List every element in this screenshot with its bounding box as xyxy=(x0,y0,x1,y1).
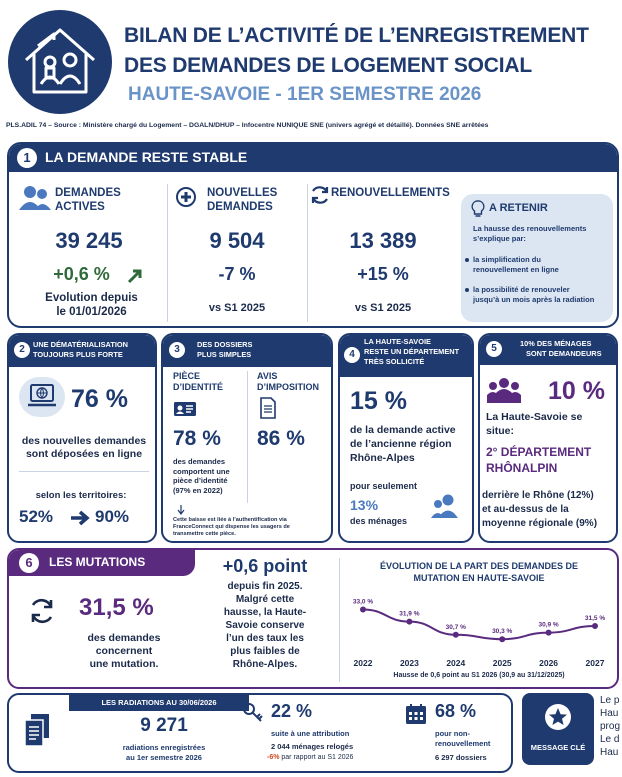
section-header-bar xyxy=(9,550,195,576)
section-demande xyxy=(7,142,619,328)
header-title-line1: BILAN DE L’ACTIVITÉ DE L’ENREGISTREMENT xyxy=(124,24,589,47)
key-hand-icon xyxy=(241,701,267,725)
data-label: 30,9 % xyxy=(538,621,559,629)
plus-circle-icon xyxy=(175,186,197,208)
point-text-line: l’un des taux les xyxy=(226,633,304,644)
section-title-line1: DES DOSSIERS xyxy=(197,340,253,349)
data-label: 30,3 % xyxy=(492,628,513,636)
piece-identite-text-line: (97% en 2022) xyxy=(173,485,223,495)
retenir-bullet1-line1: la simplification du xyxy=(473,255,541,264)
mutation-text-line: une mutation. xyxy=(89,658,159,670)
mutation-text-line: des demandes xyxy=(87,632,161,644)
online-text-line2: sont déposées en ligne xyxy=(25,448,143,460)
data-label: 33,0 % xyxy=(352,598,374,606)
nouvelles-demandes-label-line1: NOUVELLES xyxy=(207,187,278,199)
section-header-bar xyxy=(340,335,472,377)
attribution-share-value: 22 % xyxy=(271,701,313,721)
section-header-bar xyxy=(9,335,155,367)
section-title: LA DEMANDE RESTE STABLE xyxy=(45,149,248,165)
section-header-bar xyxy=(480,335,616,365)
situation-line2: situe: xyxy=(486,425,515,437)
attribution-delta-value: -6% xyxy=(267,754,280,761)
section-title-line1: 10% DES MÉNAGES xyxy=(520,339,592,348)
comparison-text xyxy=(482,489,618,531)
retenir-intro-line2: s’explique par: xyxy=(473,234,526,243)
point-text-line: Malgré cette xyxy=(235,594,295,605)
section-title-line2: SONT DEMANDEURS xyxy=(526,349,602,358)
message-text-line: Le p xyxy=(600,695,620,706)
arrow-right-icon xyxy=(70,510,92,526)
non-renouvellement-text-line1: pour non- xyxy=(435,729,470,738)
demande-share-text-line: de l’ancienne région xyxy=(350,438,452,450)
radiations-header-bar xyxy=(69,695,249,711)
demandes-actives-label-line1: DEMANDES xyxy=(55,187,121,199)
data-point xyxy=(499,636,505,642)
data-point xyxy=(406,619,412,625)
arrow-up-right-icon xyxy=(127,268,143,284)
footnote-line: FranceConnect qui dispense les usagers de xyxy=(173,524,290,531)
chart-note: Hausse de 0,6 point au S1 2026 (30,9 au 31/12/2025) xyxy=(393,672,565,679)
section-title-line3: TRÈS SOLLICITÉ xyxy=(364,357,425,366)
logo-houses xyxy=(8,10,112,114)
radiations-title: LES RADIATIONS AU 30/06/2026 xyxy=(101,698,217,707)
comparison-line: derrière le Rhône (12%) xyxy=(482,490,594,501)
nouvelles-demandes-value: 9 504 xyxy=(209,228,265,253)
menages-demandeurs-value: 10 % xyxy=(548,377,605,405)
piece-identite-value: 78 % xyxy=(173,427,221,450)
divider xyxy=(19,471,149,472)
footnote-line: Cette baisse est liée à l’authentification via xyxy=(173,517,287,523)
x-tick-label: 2025 xyxy=(492,658,512,668)
territory-max: 90% xyxy=(95,507,130,526)
data-label: 30,7 % xyxy=(445,623,466,631)
section-header-bar xyxy=(163,335,331,367)
menages-label: des ménages xyxy=(350,516,408,526)
point-text-line: Rhône-Alpes. xyxy=(232,659,298,670)
retenir-intro-line1: La hausse des renouvellements xyxy=(473,224,587,233)
avis-imposition-label-line2: D’IMPOSITION xyxy=(257,382,320,392)
data-point xyxy=(546,630,552,636)
renouvellements-label: RENOUVELLEMENTS xyxy=(331,187,450,199)
data-point xyxy=(453,632,459,638)
laptop-globe-icon xyxy=(27,383,57,411)
data-point xyxy=(592,623,598,629)
retenir-bullet2-line2: jusqu’à un mois après la radiation xyxy=(473,295,595,304)
section-title: LES MUTATIONS xyxy=(49,555,146,569)
attribution-delta-text: par rapport au S1 2026 xyxy=(279,754,354,761)
rank-line1: 2° DÉPARTEMENT xyxy=(486,445,592,459)
header-subtitle: HAUTE-SAVOIE - 1ER SEMESTRE 2026 xyxy=(128,84,482,105)
attribution-relogés: 2 044 ménages relogés xyxy=(271,742,354,751)
data-label: 31,9 % xyxy=(399,610,420,618)
section-radiations xyxy=(7,693,513,773)
message-text-line: Hau xyxy=(600,708,619,719)
section-number: 3 xyxy=(169,342,185,358)
point-panel xyxy=(195,550,335,689)
radiations-text-line1: radiations enregistrées xyxy=(122,743,206,752)
star-badge-icon xyxy=(544,703,572,731)
point-text xyxy=(195,580,335,671)
piece-identite-text xyxy=(173,457,247,495)
section-number: 5 xyxy=(486,341,502,357)
demandes-actives-label-line2: ACTIVES xyxy=(55,201,105,213)
comparison-line: et au-dessus de la xyxy=(482,504,569,515)
footnote-line: transmettre cette pièce. xyxy=(173,531,236,538)
chart-title xyxy=(343,560,615,584)
non-renouvellement-dossiers: 6 297 dossiers xyxy=(435,753,487,762)
section-title-line2: TOUJOURS PLUS FORTE xyxy=(33,350,123,359)
id-card-icon xyxy=(173,401,197,417)
piece-identite-label-line1: PIÈCE xyxy=(173,371,201,381)
demande-share-text-line: Rhône-Alpes xyxy=(350,452,415,464)
header-title-line2: DES DEMANDES DE LOGEMENT SOCIAL xyxy=(124,54,532,77)
x-tick-label: 2026 xyxy=(539,658,559,668)
piece-identite-text-line: pièce d’identité xyxy=(173,476,228,485)
section-mutations xyxy=(7,548,619,689)
mutation-text xyxy=(69,632,179,671)
divider xyxy=(339,558,340,682)
divider xyxy=(307,184,308,322)
online-share-value: 76 % xyxy=(71,385,128,413)
radiations-text-line2: au 1er semestre 2026 xyxy=(126,753,202,762)
calendar-icon xyxy=(405,703,427,725)
renouvellements-value: 13 389 xyxy=(349,228,417,253)
arrow-down-icon xyxy=(177,505,185,515)
avis-imposition-label-line1: AVIS xyxy=(257,371,278,381)
demande-share-text xyxy=(350,423,474,465)
comparison-line: moyenne régionale (9%) xyxy=(482,518,598,529)
message-text-line: prog xyxy=(600,721,621,732)
data-label: 31,5 % xyxy=(584,615,606,622)
attribution-delta xyxy=(267,754,353,761)
group-icon xyxy=(486,377,522,403)
divider xyxy=(167,184,168,322)
series-line xyxy=(363,610,595,640)
chart-title-line1: ÉVOLUTION DE LA PART DES DEMANDES DE xyxy=(379,561,578,571)
mutation-share-value: 31,5 % xyxy=(79,594,154,621)
pour-seulement: pour seulement xyxy=(350,481,418,491)
section-title-line1: LA HAUTE-SAVOIE xyxy=(364,337,431,346)
x-tick-label: 2027 xyxy=(585,658,605,668)
message-cle-badge xyxy=(522,693,594,765)
message-cle-label: MESSAGE CLÉ xyxy=(530,743,586,752)
refresh-icon xyxy=(27,596,57,626)
section-number: 1 xyxy=(17,148,37,168)
avis-imposition-value: 86 % xyxy=(257,427,305,450)
renouvellements-delta: +15 % xyxy=(357,264,409,284)
refresh-icon xyxy=(309,184,331,206)
point-value: +0,6 point xyxy=(222,556,308,576)
lightbulb-icon xyxy=(471,200,485,218)
point-text-line: depuis fin 2025. xyxy=(227,581,303,592)
non-renouvellement-text-line2: renouvellement xyxy=(435,739,491,748)
territory-min: 52% xyxy=(19,507,54,526)
section-number: 4 xyxy=(344,347,360,363)
divider xyxy=(247,371,248,503)
territories-label: selon les territoires: xyxy=(35,490,127,501)
section-title-line2: RESTE UN DÉPARTEMENT xyxy=(364,347,460,356)
demande-share-text-line: de la demande active xyxy=(350,424,456,436)
houses-icon xyxy=(8,10,112,114)
point-text-line: plus faibles de xyxy=(230,646,300,657)
section-header-bar xyxy=(9,144,617,172)
bullet xyxy=(465,288,469,292)
people-icon xyxy=(430,493,460,519)
section-menages xyxy=(478,333,618,543)
piece-identite-text-line: comportent une xyxy=(173,466,230,476)
situation-line1: La Haute-Savoie se xyxy=(486,411,583,423)
nouvelles-demandes-label-line2: DEMANDES xyxy=(207,201,273,213)
retenir-bullet2-line1: la possibilité de renouveler xyxy=(473,285,570,294)
nouvelles-demandes-note: vs S1 2025 xyxy=(208,302,266,314)
mutation-text-line: concernent xyxy=(95,645,153,657)
x-tick-label: 2023 xyxy=(399,658,419,668)
mutation-line-chart xyxy=(343,590,615,670)
piece-identite-footnote xyxy=(173,517,333,539)
section-title-line1: UNE DÉMATÉRIALISATION xyxy=(33,340,128,349)
demandes-actives-delta: +0,6 % xyxy=(53,264,110,284)
online-text-line1: des nouvelles demandes xyxy=(21,435,147,447)
point-text-line: Savoie conserve xyxy=(225,620,305,631)
non-renouvellement-share-value: 68 % xyxy=(435,701,477,721)
x-tick-label: 2022 xyxy=(353,658,373,668)
piece-identite-text-line: des demandes xyxy=(173,457,226,466)
piece-identite-label-line2: D’IDENTITÉ xyxy=(173,382,224,392)
demande-share-value: 15 % xyxy=(350,387,407,415)
message-text-line: Hau xyxy=(600,747,619,758)
documents-icon xyxy=(23,713,51,747)
nouvelles-demandes-delta: -7 % xyxy=(218,264,256,284)
attribution-text: suite à une attribution xyxy=(271,729,350,738)
section-dossiers xyxy=(161,333,333,543)
message-text-line: Le d xyxy=(600,734,620,745)
demandes-actives-note-line2: le 01/01/2026 xyxy=(56,306,127,318)
section-title-line2: PLUS SIMPLES xyxy=(197,350,252,359)
retenir-bullet1-line2: renouvellement en ligne xyxy=(473,265,559,274)
retenir-box xyxy=(461,194,613,322)
demandes-actives-note-line1: Evolution depuis xyxy=(45,292,138,304)
bullet xyxy=(465,258,469,262)
section-number: 6 xyxy=(19,553,39,573)
rank-line2: RHÔNALPIN xyxy=(486,461,558,475)
chart-title-line2: MUTATION EN HAUTE-SAVOIE xyxy=(413,573,545,583)
document-icon xyxy=(259,397,277,419)
section-departement xyxy=(338,333,474,543)
retenir-title: A RETENIR xyxy=(489,202,548,214)
renouvellements-note: vs S1 2025 xyxy=(354,302,412,314)
point-text-line: hausse, la Haute- xyxy=(223,607,307,618)
x-tick-label: 2024 xyxy=(446,658,466,668)
menages-share: 13% xyxy=(350,497,379,513)
people-icon xyxy=(19,184,51,212)
radiations-value: 9 271 xyxy=(140,715,188,736)
section-dematerialisation xyxy=(7,333,157,543)
source-note: PLS.ADIL 74 – Source : Ministère chargé du Logement – DGALN/DHUP – Infocentre NUNIQUE SNE (univers agrégé et détaillé). Données SNE arrêtées xyxy=(6,122,489,129)
section-number: 2 xyxy=(14,342,30,358)
demandes-actives-value: 39 245 xyxy=(55,228,123,253)
data-point xyxy=(360,607,366,613)
